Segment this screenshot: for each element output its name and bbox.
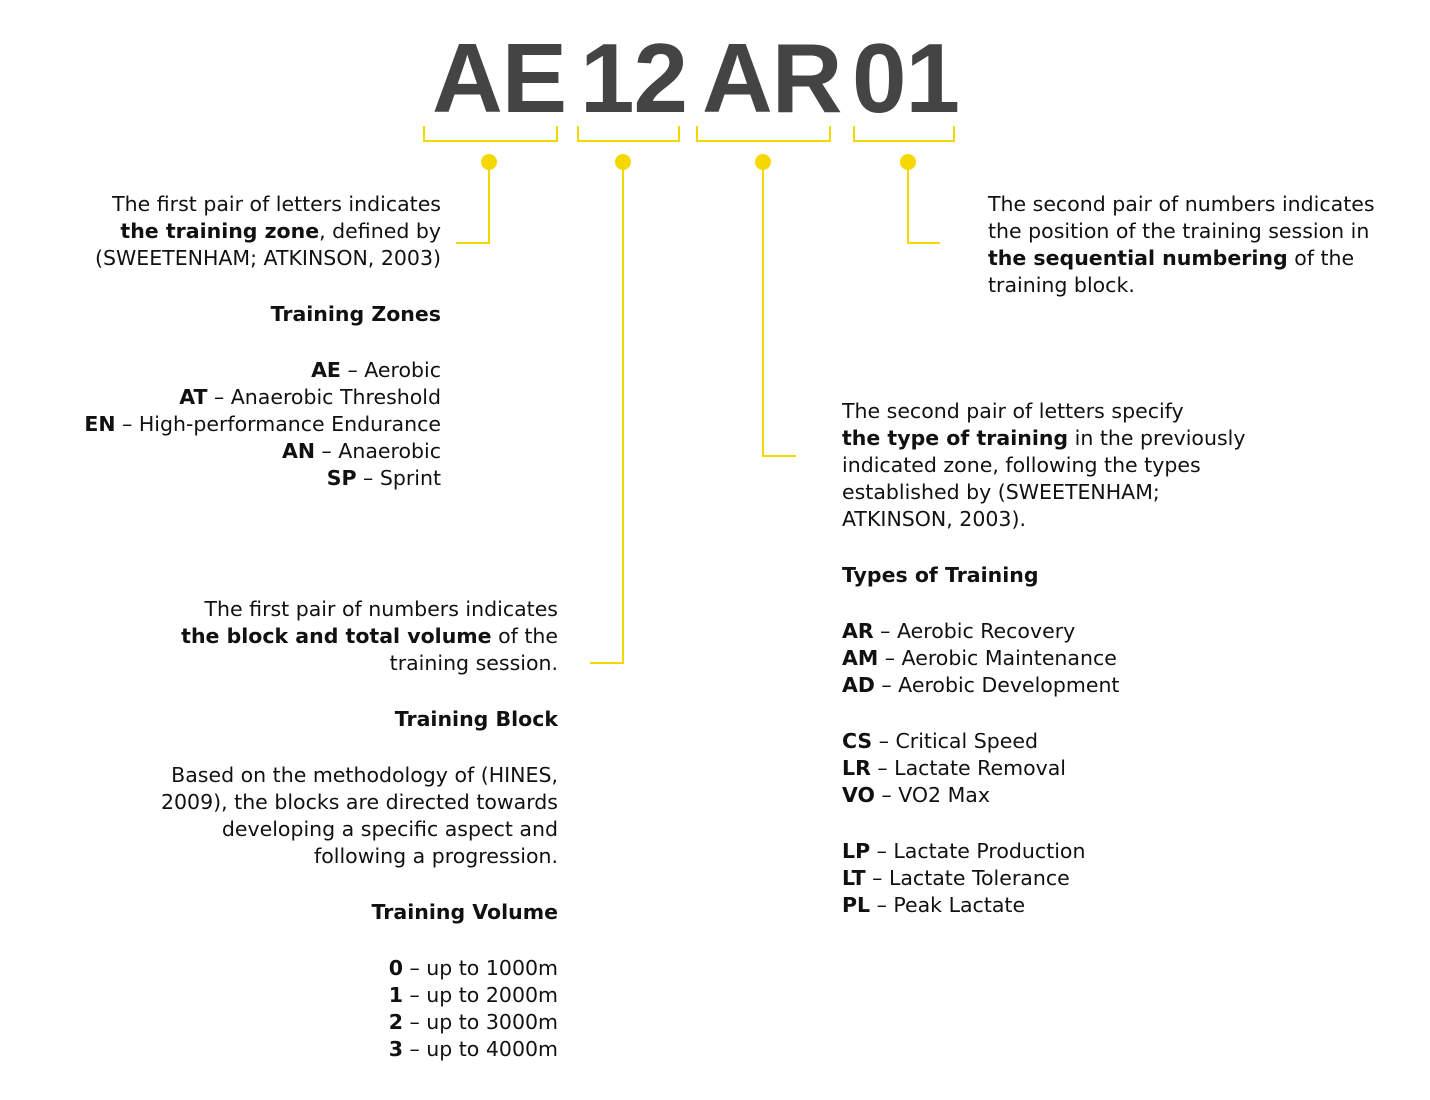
sequence-line4: training block. <box>988 273 1135 297</box>
type-intro-line1: The second pair of letters specify <box>842 399 1184 423</box>
bracket-block <box>578 126 679 141</box>
type-item <box>842 892 1282 919</box>
dot-sequence <box>900 154 916 170</box>
code-zone-part: AE <box>432 23 567 133</box>
zone-heading: Training Zones <box>270 302 441 326</box>
connector-block <box>590 162 623 663</box>
type-item-desc: – Aerobic Recovery <box>873 619 1076 643</box>
bracket-sequence <box>854 126 954 141</box>
type-intro-line3: indicated zone, following the types <box>842 453 1201 477</box>
type-item-code: LP <box>842 839 871 863</box>
zone-item <box>40 384 441 411</box>
zone-item-code: AT <box>179 385 208 409</box>
zone-item-code: AN <box>281 439 316 463</box>
type-item <box>842 645 1282 672</box>
type-item-desc: – Lactate Production <box>870 839 1086 863</box>
type-item-desc: – Peak Lactate <box>870 893 1026 917</box>
dot-block <box>615 154 631 170</box>
volume-item-code: 1 <box>388 983 403 1007</box>
volume-item-desc: – up to 4000m <box>402 1037 558 1061</box>
code-block-part: 12 <box>580 23 688 133</box>
volume-item <box>120 1036 558 1063</box>
type-item-desc: – Aerobic Maintenance <box>878 646 1117 670</box>
zone-item <box>40 357 441 384</box>
volume-item <box>120 1009 558 1036</box>
zone-item-code: AE <box>311 358 341 382</box>
type-item-desc: – Lactate Removal <box>870 756 1066 780</box>
type-intro-line5: ATKINSON, 2003). <box>842 507 1026 531</box>
volume-item <box>120 982 558 1009</box>
type-item-code: PL <box>842 893 871 917</box>
training-zone-panel <box>40 191 441 492</box>
zone-intro-line1: The first pair of letters indicates <box>112 192 441 216</box>
zone-item-desc: – Sprint <box>356 466 441 490</box>
volume-item-desc: – up to 1000m <box>402 956 558 980</box>
type-item-code: LT <box>842 866 866 890</box>
block-method-line: Based on the methodology of (HINES, <box>171 763 558 787</box>
type-item-desc: – VO2 Max <box>874 783 990 807</box>
type-item <box>842 618 1282 645</box>
volume-item-desc: – up to 3000m <box>402 1010 558 1034</box>
block-intro-line1: The first pair of numbers indicates <box>204 597 558 621</box>
type-heading: Types of Training <box>842 563 1039 587</box>
volume-item <box>120 955 558 982</box>
volume-heading: Training Volume <box>371 900 558 924</box>
connector-sequence <box>908 162 940 243</box>
dot-type <box>755 154 771 170</box>
volume-item-code: 3 <box>388 1037 403 1061</box>
training-block-panel <box>120 596 558 1063</box>
type-item <box>842 838 1282 865</box>
zone-list <box>40 357 441 492</box>
zone-item-desc: – High-performance Endurance <box>115 412 441 436</box>
type-item-desc: – Critical Speed <box>872 729 1038 753</box>
block-intro-line2: the block and total volume of the <box>181 624 558 648</box>
type-item <box>842 865 1282 892</box>
block-method-line: 2009), the blocks are directed towards <box>160 790 558 814</box>
zone-intro-line2: the training zone, defined by <box>120 219 441 243</box>
sequence-panel <box>988 191 1408 299</box>
block-method-line: following a progression. <box>314 844 558 868</box>
type-list <box>842 618 1282 919</box>
bracket-type <box>697 126 830 141</box>
type-item <box>842 755 1282 782</box>
type-item-code: CS <box>842 729 873 753</box>
type-item-code: AD <box>842 673 875 697</box>
zone-item-desc: – Aerobic <box>340 358 441 382</box>
type-item-code: AR <box>842 619 874 643</box>
volume-item-code: 2 <box>388 1010 403 1034</box>
bracket-zone <box>424 126 557 141</box>
zone-item-desc: – Anaerobic <box>315 439 441 463</box>
type-item-code: VO <box>842 783 875 807</box>
type-item <box>842 728 1282 755</box>
type-item-desc: – Aerobic Development <box>874 673 1120 697</box>
type-item-desc: – Lactate Tolerance <box>865 866 1070 890</box>
connector-zone <box>456 162 489 243</box>
sequence-line3: the sequential numbering of the <box>988 246 1355 270</box>
zone-item-desc: – Anaerobic Threshold <box>207 385 441 409</box>
type-item-code: AM <box>842 646 879 670</box>
sequence-line1: The second pair of numbers indicates <box>988 192 1375 216</box>
block-heading: Training Block <box>394 707 558 731</box>
block-intro-line3: training session. <box>389 651 558 675</box>
type-item <box>842 672 1282 699</box>
type-item-code: LR <box>842 756 871 780</box>
code-sequence-part: 01 <box>852 23 960 133</box>
zone-item <box>40 438 441 465</box>
zone-intro-line3: (SWEETENHAM; ATKINSON, 2003) <box>94 246 441 270</box>
connector-type <box>763 162 796 456</box>
volume-item-code: 0 <box>388 956 403 980</box>
type-item <box>842 782 1282 809</box>
training-type-panel <box>842 398 1282 919</box>
sequence-line2: the position of the training session in <box>988 219 1370 243</box>
code-type-part: AR <box>702 23 842 133</box>
zone-item <box>40 465 441 492</box>
volume-list <box>120 955 558 1063</box>
zone-item-code: EN <box>84 412 116 436</box>
volume-item-desc: – up to 2000m <box>402 983 558 1007</box>
dot-zone <box>481 154 497 170</box>
type-intro-line4: established by (SWEETENHAM; <box>842 480 1160 504</box>
zone-item-code: SP <box>326 466 357 490</box>
block-method-line: developing a specific aspect and <box>221 817 558 841</box>
type-intro-line2: the type of training in the previously <box>842 426 1246 450</box>
zone-item <box>40 411 441 438</box>
